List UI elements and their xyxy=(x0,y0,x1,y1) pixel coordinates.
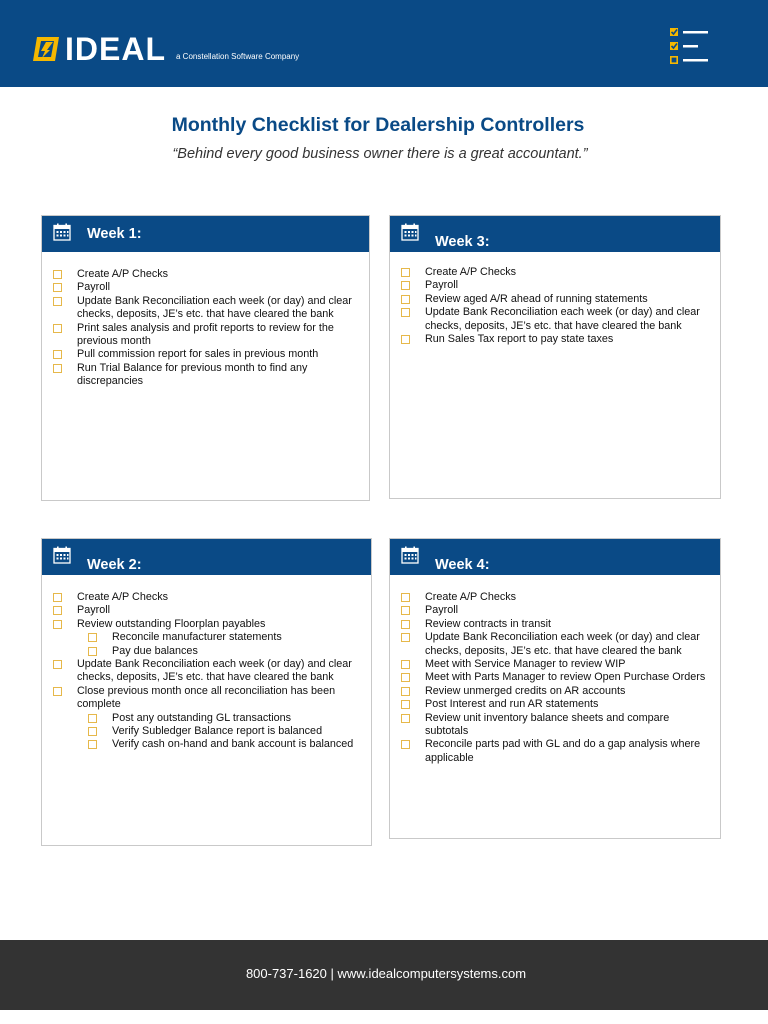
checkbox[interactable] xyxy=(53,620,62,629)
week-title: Week 3: xyxy=(435,234,490,250)
checkbox[interactable] xyxy=(401,714,410,723)
checklist-item-label: Run Trial Balance for previous month to find any discrepancies xyxy=(77,361,308,388)
checklist-item-label: Verify cash on-hand and bank account is balanced xyxy=(112,738,354,751)
checklist-item xyxy=(53,348,359,361)
checkbox[interactable] xyxy=(401,700,410,709)
checklist-item-label: Pull commission report for sales in previous month xyxy=(77,348,319,361)
checklist-item xyxy=(401,698,710,711)
checkbox[interactable] xyxy=(88,727,97,736)
checklist-item-label: Run Sales Tax report to pay state taxes xyxy=(425,333,614,346)
checkbox[interactable] xyxy=(401,660,410,669)
week-3-card xyxy=(389,215,721,499)
checklist-item xyxy=(53,604,361,617)
calendar-icon xyxy=(53,546,71,564)
checklist-item-label: Update Bank Reconciliation each week (or day) and clear checks, deposits, JE’s etc. that have cleared the bank xyxy=(77,294,352,321)
checklist-item xyxy=(53,268,359,281)
checklist-item xyxy=(401,279,710,292)
checklist-item-label: Update Bank Reconciliation each week (or day) and clear checks, deposits, JE’s etc. that have cleared the bank xyxy=(77,658,352,684)
week-header xyxy=(390,539,720,575)
checklist-item xyxy=(401,293,710,306)
checklist-item xyxy=(53,618,361,631)
footer-bar xyxy=(0,940,768,1010)
checklist-icon xyxy=(668,26,712,68)
checklist-item xyxy=(401,266,710,279)
checkbox[interactable] xyxy=(401,620,410,629)
checklist xyxy=(42,252,369,389)
checklist-item-label: Review unmerged credits on AR accounts xyxy=(425,684,626,697)
brand-logo[interactable] xyxy=(31,28,300,67)
checklist-item-label: Review aged A/R ahead of running statements xyxy=(425,292,648,305)
checklist-item-label: Review unit inventory balance sheets and compare subtotals xyxy=(425,711,670,738)
checklist-item-label: Meet with Parts Manager to review Open Purchase Orders xyxy=(425,671,706,684)
checklist-item-label: Update Bank Reconciliation each week (or day) and clear checks, deposits, JE’s etc. that have cleared the bank xyxy=(425,306,700,332)
week-header xyxy=(390,216,720,252)
checklist-item xyxy=(401,591,710,604)
checkbox[interactable] xyxy=(53,297,62,306)
calendar-icon xyxy=(53,223,71,241)
checklist-item xyxy=(53,712,361,725)
checkbox[interactable] xyxy=(401,593,410,602)
checkbox[interactable] xyxy=(401,673,410,682)
week-header xyxy=(42,216,369,252)
week-4-card xyxy=(389,538,721,839)
checkbox[interactable] xyxy=(88,647,97,656)
checkbox[interactable] xyxy=(401,633,410,642)
checklist-item-label: Payroll xyxy=(77,604,111,617)
checklist-item-label: Meet with Service Manager to review WIP xyxy=(425,658,626,671)
checkbox[interactable] xyxy=(53,606,62,615)
checkbox[interactable] xyxy=(53,350,62,359)
checkbox[interactable] xyxy=(53,364,62,373)
checklist-item xyxy=(53,322,359,349)
ideal-logo-icon xyxy=(31,34,61,64)
week-1-card xyxy=(41,215,370,501)
checklist-item xyxy=(53,295,359,322)
page-title: Monthly Checklist for Dealership Controllers xyxy=(171,114,585,136)
checklist-item-label: Print sales analysis and profit reports to review for the previous month xyxy=(77,321,334,348)
week-title: Week 4: xyxy=(435,557,490,573)
checklist-item-label: Reconcile manufacturer statements xyxy=(112,631,282,644)
checkbox[interactable] xyxy=(53,687,62,696)
brand-tagline: a Constellation Software Company xyxy=(176,52,300,61)
checklist-item xyxy=(401,631,710,658)
calendar-icon xyxy=(401,223,419,241)
checklist-item-label: Pay due balances xyxy=(112,644,198,657)
checkbox[interactable] xyxy=(53,593,62,602)
checklist xyxy=(42,575,371,752)
checklist-item-label: Reconcile parts pad with GL and do a gap analysis where applicable xyxy=(425,738,701,764)
checklist-item-label: Review contracts in transit xyxy=(425,617,552,630)
footer-contact[interactable]: 800-737-1620 | www.idealcomputersystems.com xyxy=(245,966,527,981)
checklist-item xyxy=(401,685,710,698)
checkbox[interactable] xyxy=(401,606,410,615)
checkbox[interactable] xyxy=(53,270,62,279)
checklist-item xyxy=(401,333,710,346)
checkbox[interactable] xyxy=(53,283,62,292)
checklist-item-label: Verify Subledger Balance report is balanced xyxy=(112,725,323,738)
checklist-item xyxy=(53,685,361,712)
checklist-item xyxy=(53,591,361,604)
checklist-item-label: Post Interest and run AR statements xyxy=(425,698,599,711)
checklist-item-label: Create A/P Checks xyxy=(77,268,169,280)
checklist-item xyxy=(53,658,361,685)
checkbox[interactable] xyxy=(401,295,410,304)
checkbox[interactable] xyxy=(401,740,410,749)
checklist-item xyxy=(401,618,710,631)
checklist-item-label: Post any outstanding GL transactions xyxy=(112,711,292,724)
checkbox[interactable] xyxy=(88,633,97,642)
week-title: Week 2: xyxy=(87,557,142,573)
checklist-item xyxy=(53,631,361,644)
header-bar xyxy=(0,0,768,87)
checklist-item-label: Payroll xyxy=(425,604,459,617)
checklist-item xyxy=(53,362,359,389)
checklist-item-label: Create A/P Checks xyxy=(425,266,517,278)
checkbox[interactable] xyxy=(88,714,97,723)
checklist-item xyxy=(401,658,710,671)
checklist xyxy=(390,575,720,765)
checklist-item xyxy=(401,671,710,684)
checklist-item-label: Payroll xyxy=(77,281,111,294)
week-title: Week 1: xyxy=(87,226,142,242)
checklist-item-label: Update Bank Reconciliation each week (or day) and clear checks, deposits, JE’s etc. that have cleared the bank xyxy=(425,631,700,657)
checklist-item-label: Review outstanding Floorplan payables xyxy=(77,617,266,630)
checkbox[interactable] xyxy=(401,308,410,317)
checklist-item xyxy=(53,725,361,738)
checkbox[interactable] xyxy=(53,324,62,333)
week-header xyxy=(42,539,371,575)
brand-name: IDEAL xyxy=(65,31,166,67)
week-2-card xyxy=(41,538,372,846)
checklist-item xyxy=(53,738,361,751)
checklist-item xyxy=(401,306,710,333)
page-quote: “Behind every good business owner there is a great accountant.” xyxy=(172,146,588,162)
checklist xyxy=(390,252,720,346)
checklist-item-label: Close previous month once all reconciliation has been complete xyxy=(77,684,336,711)
checklist-item xyxy=(401,604,710,617)
checklist-item xyxy=(53,281,359,294)
checkbox[interactable] xyxy=(401,281,410,290)
checkbox[interactable] xyxy=(401,335,410,344)
checkbox[interactable] xyxy=(401,268,410,277)
checkbox[interactable] xyxy=(88,740,97,749)
calendar-icon xyxy=(401,546,419,564)
checkbox[interactable] xyxy=(53,660,62,669)
checklist-item-label: Create A/P Checks xyxy=(425,591,517,603)
checklist-item xyxy=(401,738,710,765)
checklist-item-label: Create A/P Checks xyxy=(77,591,169,603)
checklist-item-label: Payroll xyxy=(425,279,459,292)
checklist-item xyxy=(53,645,361,658)
checkbox[interactable] xyxy=(401,687,410,696)
checklist-item xyxy=(401,712,710,739)
